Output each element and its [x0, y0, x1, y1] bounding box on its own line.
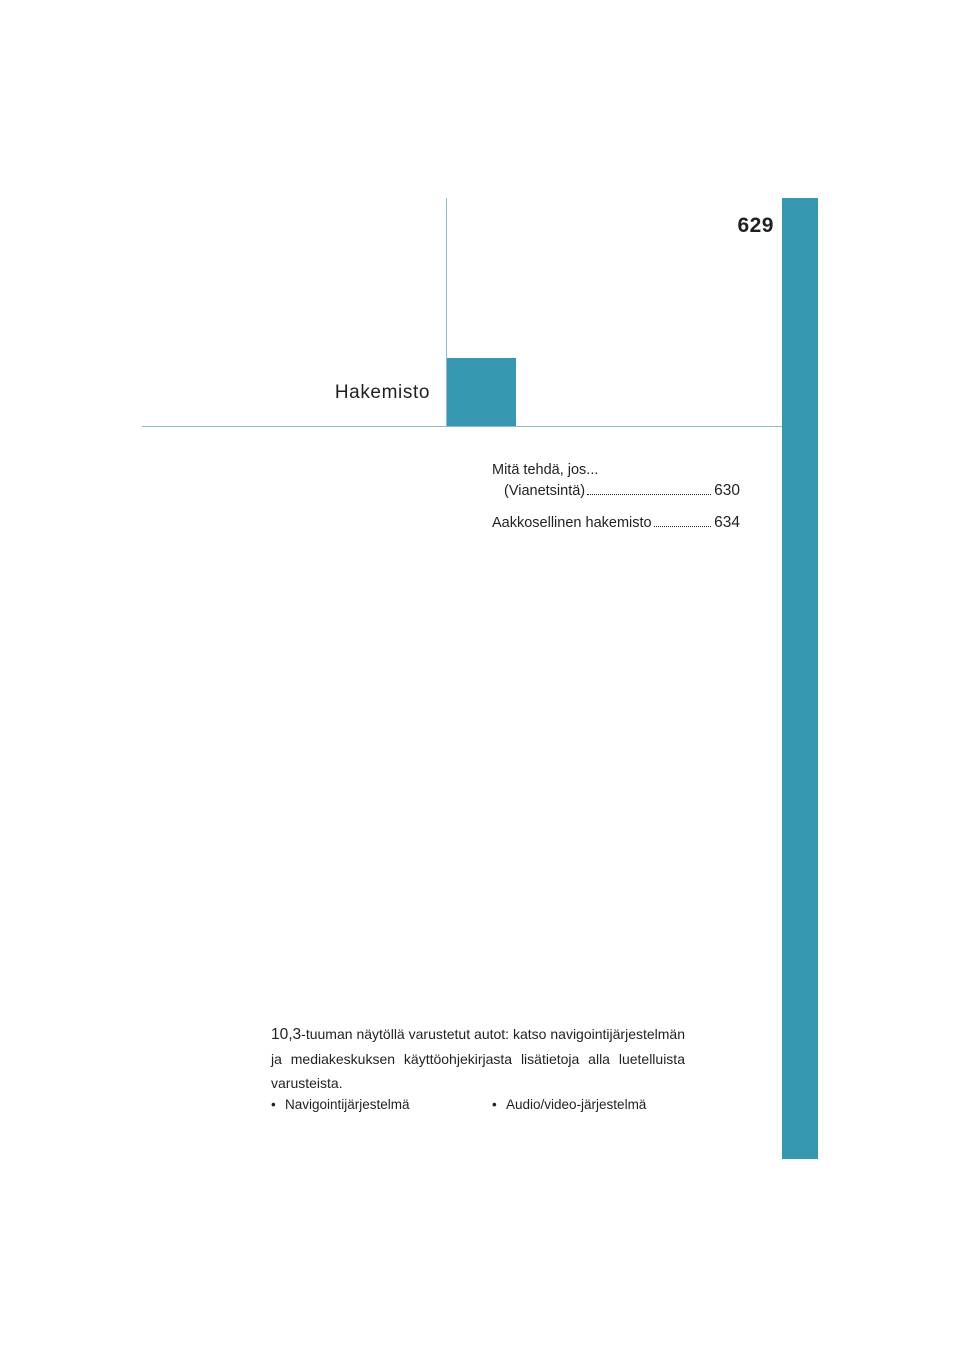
- toc-entry-troubleshooting[interactable]: [492, 480, 740, 502]
- display-note: [271, 1022, 685, 1095]
- note-text: -tuuman näytöllä varustetut autot: katso navigointijärjestelmän ja mediakeskuksen käyttöohjekirjasta lisätietoja alla luetelluista varusteista.: [271, 1026, 685, 1091]
- toc-page-number: 634: [714, 514, 740, 531]
- note-lead: 10,3: [271, 1026, 302, 1043]
- table-of-contents: [492, 460, 740, 534]
- chapter-side-tab: [782, 198, 818, 1159]
- toc-entry-label: Aakkosellinen hakemisto: [492, 515, 652, 531]
- section-marker-square: [447, 358, 516, 426]
- bullet-label: Audio/video-järjestelmä: [506, 1097, 647, 1112]
- toc-leader-dots: [654, 526, 712, 527]
- toc-page-number: 630: [714, 482, 740, 499]
- toc-entry-troubleshooting-title[interactable]: Mitä tehdä, jos...: [492, 462, 599, 478]
- header-horizontal-rule: [142, 426, 782, 427]
- toc-entry-alphabetical-index[interactable]: [492, 512, 740, 534]
- page-number: 629: [737, 214, 774, 237]
- toc-entry-label: (Vianetsintä): [504, 483, 586, 499]
- bullet-item-navigation: [271, 1097, 410, 1112]
- toc-leader-dots: [587, 494, 711, 495]
- bullet-label: Navigointijärjestelmä: [285, 1097, 410, 1112]
- bullet-icon: •: [492, 1097, 497, 1112]
- bullet-icon: •: [271, 1097, 276, 1112]
- section-title: Hakemisto: [334, 382, 430, 403]
- bullet-item-audio-video: [492, 1097, 646, 1112]
